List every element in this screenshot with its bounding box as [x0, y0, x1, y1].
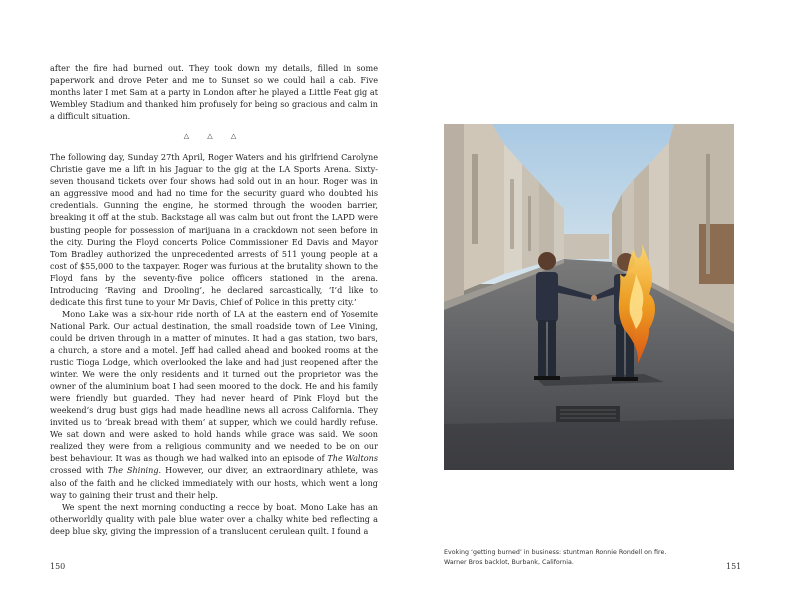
- italic-title-waltons: The Waltons: [327, 453, 378, 464]
- paragraph-3-text-b: crossed with: [50, 465, 108, 476]
- paragraph-3-text-a: Mono Lake was a six-hour ride north of LA at the eastern end of Yosemite National Park. Our actual destination, the small roadside town of Lee Vining, could be driven through in a matter of minutes. It had a gas station, two bars, a church, a store and a motel. Jeff had called ahead and booked rooms at the rustic Tioga Lodge, which overlooked the lake and had just reopened after the winter. We were the only residents and it turned out the proprietor was the owner of the aluminium boat I had seen moored to the dock. He and his family were friendly but guarded. They had never heard of Pink Floyd but the weekend’s drug bust gigs had made headline news all across California. They invited us to ‘break bread with them’ at supper, which we could hardly refuse. We sat down and were asked to hold hands while grace was said. We soon realized they were from a religious community and we needed to be on our best behaviour. It was as though we had walked into an episode of: [50, 308, 378, 464]
- caption-line-1: Evoking ‘getting burned’ in business: stuntman Ronnie Rondell on fire.: [444, 549, 667, 556]
- italic-title-shining: The Shining: [107, 465, 159, 476]
- page-number-left: 150: [50, 562, 66, 571]
- paragraph-4: We spent the next morning conducting a recce by boat. Mono Lake has an otherworldly quality with pale blue water over a chalky white bed reflecting a deep blue sky, giving the impression of a translucent cerulean quilt. I found a: [50, 501, 378, 536]
- caption-line-2: Warner Bros backlot, Burbank, California.: [444, 558, 574, 566]
- photo-burning-man-handshake: [444, 124, 734, 470]
- paragraph-3: [50, 308, 378, 501]
- section-break-ornament: △ △ △: [183, 132, 245, 141]
- paragraph-1: after the fire had burned out. They took down my details, filled in some paperwork and drove Peter and me to Sunset so we could hail a cab. Five months later I met Sam at a party in London after he played a Little Feat gig at Wembley Stadium and thanked him profusely for being so gracious and calm in a difficult situation.: [50, 63, 378, 122]
- paragraph-3-text-c: . However, our diver, an extraordinary athlete, was also of the faith and he clicked immediately with our hosts, which went a long way to gaining their trust and their help.: [50, 465, 378, 500]
- page-number-right: 151: [726, 562, 742, 571]
- left-page-text: [50, 62, 378, 537]
- paragraph-2: The following day, Sunday 27th April, Roger Waters and his girlfriend Carolyne Christie gave me a lift in his Jaguar to the gig at the LA Sports Arena. Sixty-seven thousand tickets over four shows had sold out in an hour. Roger was in an aggressive mood and had no time for the security guard who doubted his credentials. Gunning the engine, he stormed through the wooden barrier, breaking it off at the stub. Backstage all was calm but out front the LAPD were busting people for possession of marijuana in a crackdown not seen before in the city. During the Floyd concerts Police Commissioner Ed Davis and Mayor Tom Bradley authorized the unprecedented arrests of 511 young people at a cost of $55,000 to the taxpayer. Roger was furious at the brutality shown to the Floyd fans by the seventy-five police officers stationed in the arena. Introducing ‘Raving and Drooling’, he declared sarcastically, ‘I’d like to dedicate this first tune to your Mr Davis, Chief of Police in this pretty city.’: [50, 152, 378, 307]
- photo-caption: [444, 548, 704, 567]
